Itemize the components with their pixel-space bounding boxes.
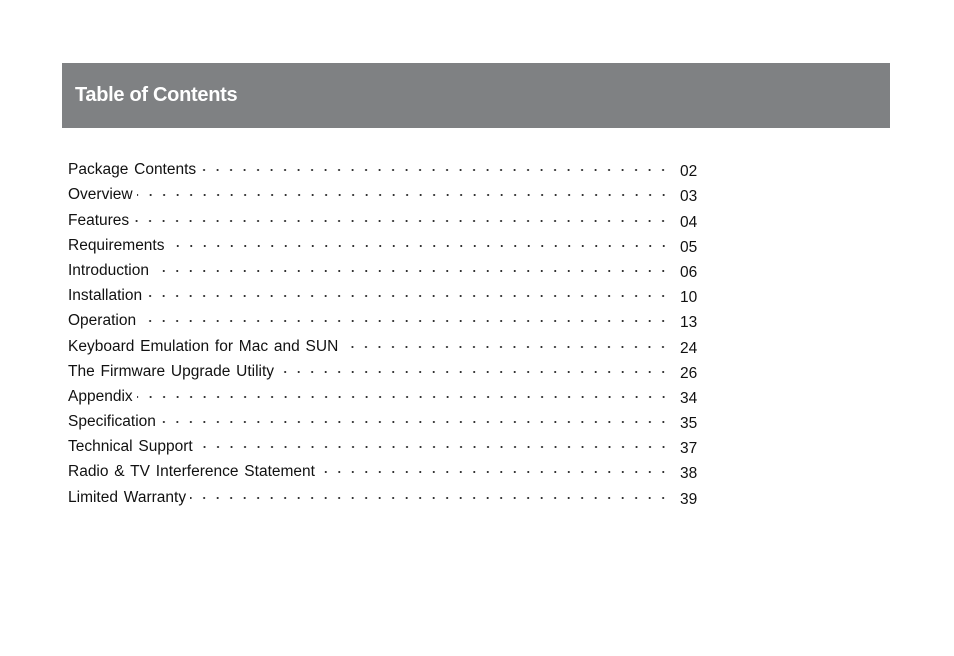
toc-entry-page: 06	[680, 263, 698, 281]
dot-leader	[200, 161, 670, 179]
toc-entry[interactable]	[68, 280, 700, 305]
dot-leader	[140, 312, 670, 330]
toc-entry[interactable]	[68, 381, 700, 406]
toc-entry-page: 26	[680, 364, 698, 382]
page-title: Table of Contents	[75, 84, 238, 106]
dot-leader	[153, 262, 670, 280]
toc-entry-label: Specification	[68, 413, 156, 431]
dot-leader	[169, 237, 671, 255]
dot-leader	[137, 388, 670, 406]
toc-entry-label: Appendix	[68, 387, 133, 405]
toc-entry-label: Limited Warranty	[68, 488, 187, 506]
toc-entry-page: 37	[680, 440, 698, 458]
toc-entry-label: Radio & TV Interference Statement	[68, 463, 315, 481]
toc-entry[interactable]	[68, 356, 700, 381]
toc-entry-page: 39	[680, 490, 698, 508]
toc-entry-label: Installation	[68, 287, 143, 305]
toc-entry[interactable]	[68, 305, 700, 330]
toc-entry[interactable]	[68, 230, 700, 255]
toc-entry-page: 34	[680, 389, 698, 407]
dot-leader	[319, 463, 670, 481]
toc-entry-label: Keyboard Emulation for Mac and SUN	[68, 337, 339, 355]
toc-entry[interactable]	[68, 330, 700, 355]
toc-entry-label: Requirements	[68, 236, 165, 254]
dot-leader	[278, 363, 670, 381]
dot-leader	[133, 212, 670, 230]
toc-entry-page: 03	[680, 188, 698, 206]
toc-entry[interactable]	[68, 179, 700, 204]
toc-entry-page: 24	[680, 339, 698, 357]
toc-entry-label: Operation	[68, 312, 137, 330]
toc-entry-label: Technical Support	[68, 438, 193, 456]
toc-entry-page: 05	[680, 238, 698, 256]
toc-entry[interactable]	[68, 255, 700, 280]
toc-entry[interactable]	[68, 456, 700, 481]
dot-leader	[190, 489, 670, 507]
header-bar	[62, 63, 890, 128]
toc-entry-label: Package Contents	[68, 161, 197, 179]
toc-entry[interactable]	[68, 154, 700, 179]
toc-entry-label: Introduction	[68, 261, 149, 279]
dot-leader	[342, 338, 670, 356]
toc-entry-label: Features	[68, 211, 130, 229]
toc-entry-label: Overview	[68, 186, 133, 204]
toc-entry-page: 04	[680, 213, 698, 231]
toc-entry-page: 35	[680, 415, 698, 433]
toc-entry-page: 13	[680, 314, 698, 332]
toc-entry-page: 38	[680, 465, 698, 483]
dot-leader	[146, 287, 670, 305]
toc-entry-page: 02	[680, 163, 698, 181]
toc-entry[interactable]	[68, 406, 700, 431]
toc-entry-label: The Firmware Upgrade Utility	[68, 362, 275, 380]
toc-entry-page: 10	[680, 289, 698, 307]
dot-leader	[160, 413, 670, 431]
dot-leader	[197, 438, 670, 456]
toc-entry[interactable]	[68, 431, 700, 456]
toc-entry[interactable]	[68, 204, 700, 229]
table-of-contents	[68, 154, 700, 507]
dot-leader	[137, 186, 670, 204]
toc-entry[interactable]	[68, 481, 700, 506]
